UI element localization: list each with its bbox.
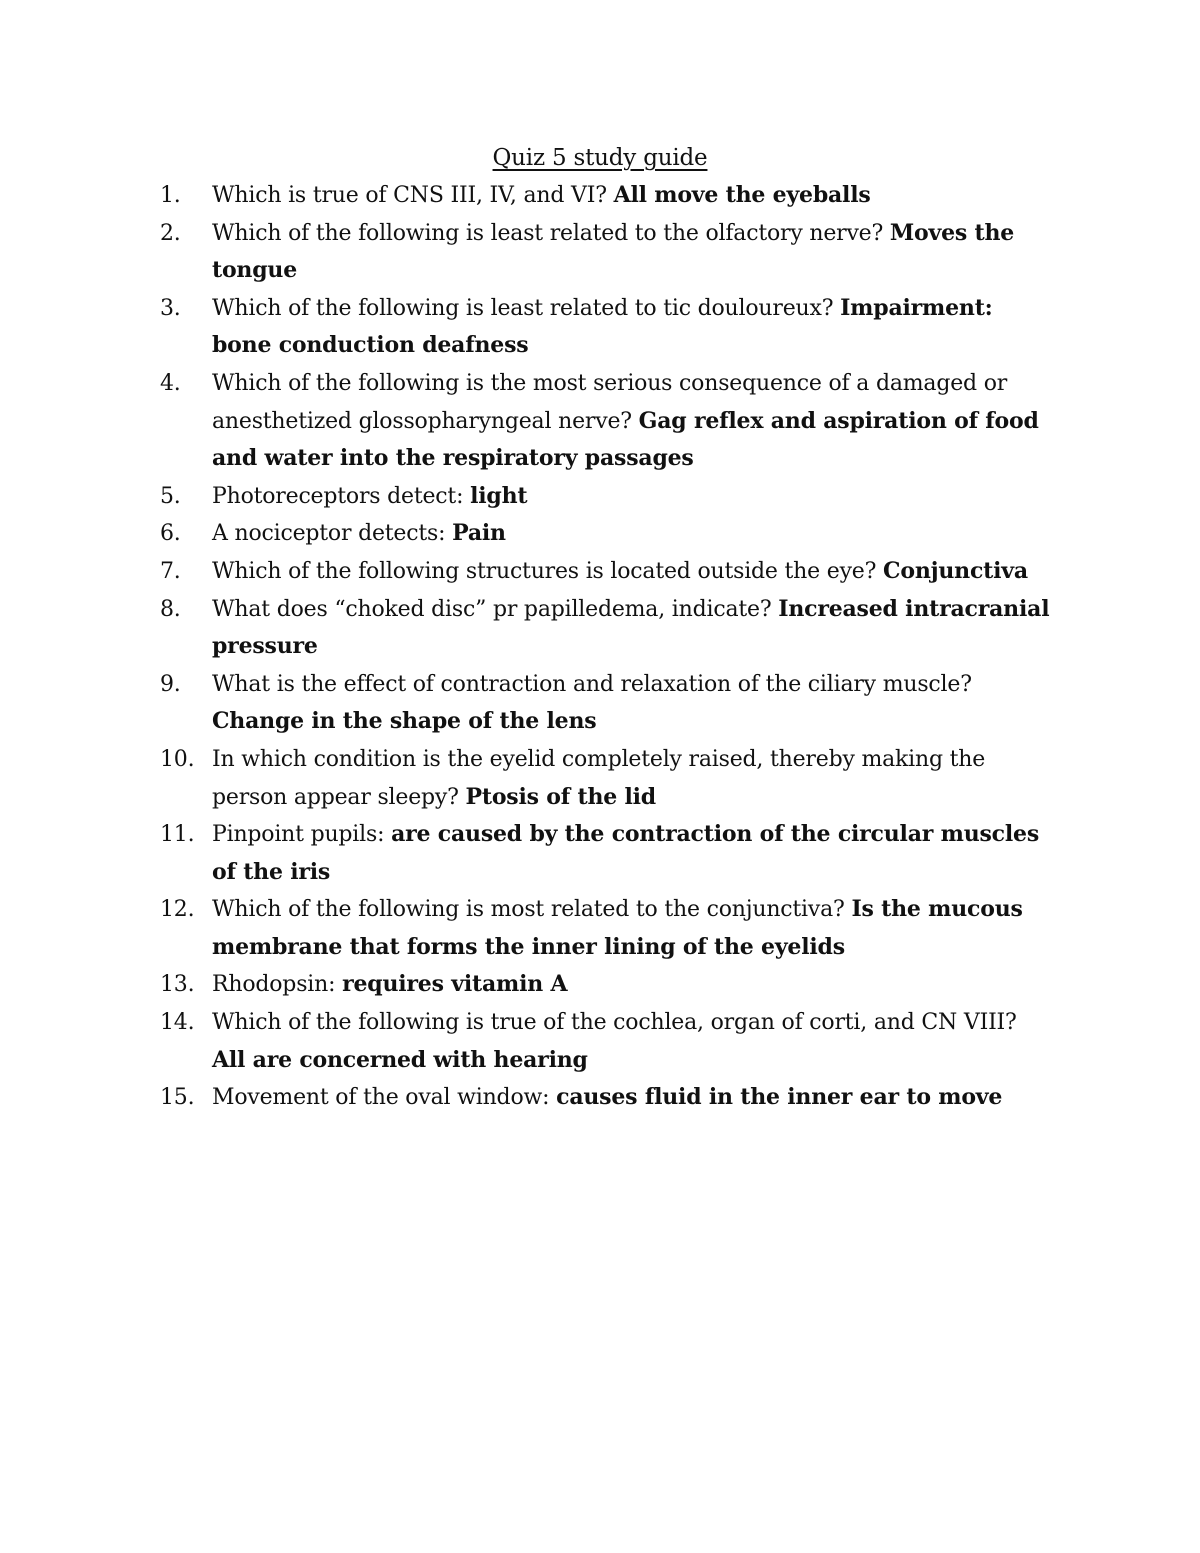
question-number: 1. — [160, 183, 181, 208]
question-item-5 — [0, 478, 1052, 516]
answer-text: Moves the tongue — [212, 219, 1015, 284]
answer-text: Gag reflex and aspiration of food and water into the respiratory passages — [212, 407, 1039, 472]
question-number: 2. — [160, 220, 181, 246]
answer-text: Is the mucous membrane that forms the inner lining of the eyelids — [212, 896, 1023, 960]
question-item-15 — [0, 1079, 1052, 1117]
question-text: Rhodopsin: — [212, 972, 343, 998]
question-item-8 — [0, 591, 1052, 666]
question-number: 12. — [160, 897, 195, 923]
answer-text: Impairment: bone conduction deafness — [212, 294, 993, 359]
question-number: 8. — [160, 596, 181, 622]
answer-text: Pain — [452, 520, 506, 547]
question-text: Which is true of CNS III, IV, and VI? — [212, 183, 614, 208]
question-item-12 — [0, 891, 1052, 966]
answer-text: Ptosis of the lid — [465, 783, 656, 810]
question-item-6 — [0, 515, 1052, 553]
question-item-9 — [0, 666, 1052, 741]
answer-text: Conjunctiva — [883, 557, 1028, 584]
question-text: Pinpoint pupils: — [212, 822, 392, 848]
question-text: Which of the following is most related to the conjunctiva? — [212, 897, 852, 923]
question-item-3 — [0, 290, 1052, 365]
document-title: Quiz 5 study guide — [492, 145, 708, 171]
question-number: 10. — [160, 746, 195, 772]
question-text: What is the effect of contraction and relaxation of the ciliary muscle? — [212, 671, 972, 697]
question-item-10 — [0, 741, 1052, 816]
question-text: Which of the following is true of the cochlea, organ of corti, and CN VIII? — [212, 1010, 1017, 1036]
question-text: A nociceptor detects: — [212, 521, 453, 547]
question-text: What does “choked disc” pr papilledema, indicate? — [212, 596, 779, 622]
question-number: 6. — [160, 521, 181, 547]
question-list — [0, 177, 1200, 1117]
answer-text: Increased intracranial pressure — [212, 595, 1050, 660]
question-item-1 — [0, 177, 1052, 215]
answer-text: are caused by the contraction of the circular muscles of the iris — [212, 821, 1040, 885]
question-item-2 — [0, 215, 1052, 290]
question-number: 7. — [160, 558, 181, 584]
question-number: 3. — [160, 295, 181, 321]
question-number: 15. — [160, 1085, 195, 1111]
question-number: 4. — [160, 370, 181, 396]
question-item-13 — [0, 966, 1052, 1004]
question-item-11 — [0, 816, 1052, 891]
answer-text: Change in the shape of the lens — [212, 708, 597, 735]
answer-text: All are concerned with hearing — [212, 1046, 588, 1073]
question-text: Which of the following is least related to tic douloureux? — [212, 295, 841, 321]
question-number: 14. — [160, 1010, 195, 1036]
question-number: 9. — [160, 671, 181, 697]
question-item-14 — [0, 1004, 1052, 1079]
question-text: Movement of the oval window: — [212, 1085, 557, 1111]
question-text: Photoreceptors detect: — [212, 483, 471, 509]
question-number: 5. — [160, 483, 181, 509]
question-text: In which condition is the eyelid completely raised, thereby making the person appear sleepy? — [212, 746, 986, 810]
answer-text: light — [470, 482, 528, 509]
question-text: Which of the following is least related to the olfactory nerve? — [212, 220, 890, 246]
answer-text: causes fluid in the inner ear to move — [556, 1084, 1003, 1111]
question-text: Which of the following is the most serious consequence of a damaged or anesthetized glossopharyngeal nerve? — [212, 370, 1008, 434]
question-number: 13. — [160, 972, 195, 998]
answer-text: All move the eyeballs — [613, 182, 871, 208]
question-number: 11. — [160, 822, 195, 848]
question-item-4 — [0, 365, 1052, 478]
answer-text: requires vitamin A — [342, 971, 568, 998]
question-text: Which of the following structures is located outside the eye? — [212, 558, 884, 584]
question-item-7 — [0, 553, 1052, 591]
